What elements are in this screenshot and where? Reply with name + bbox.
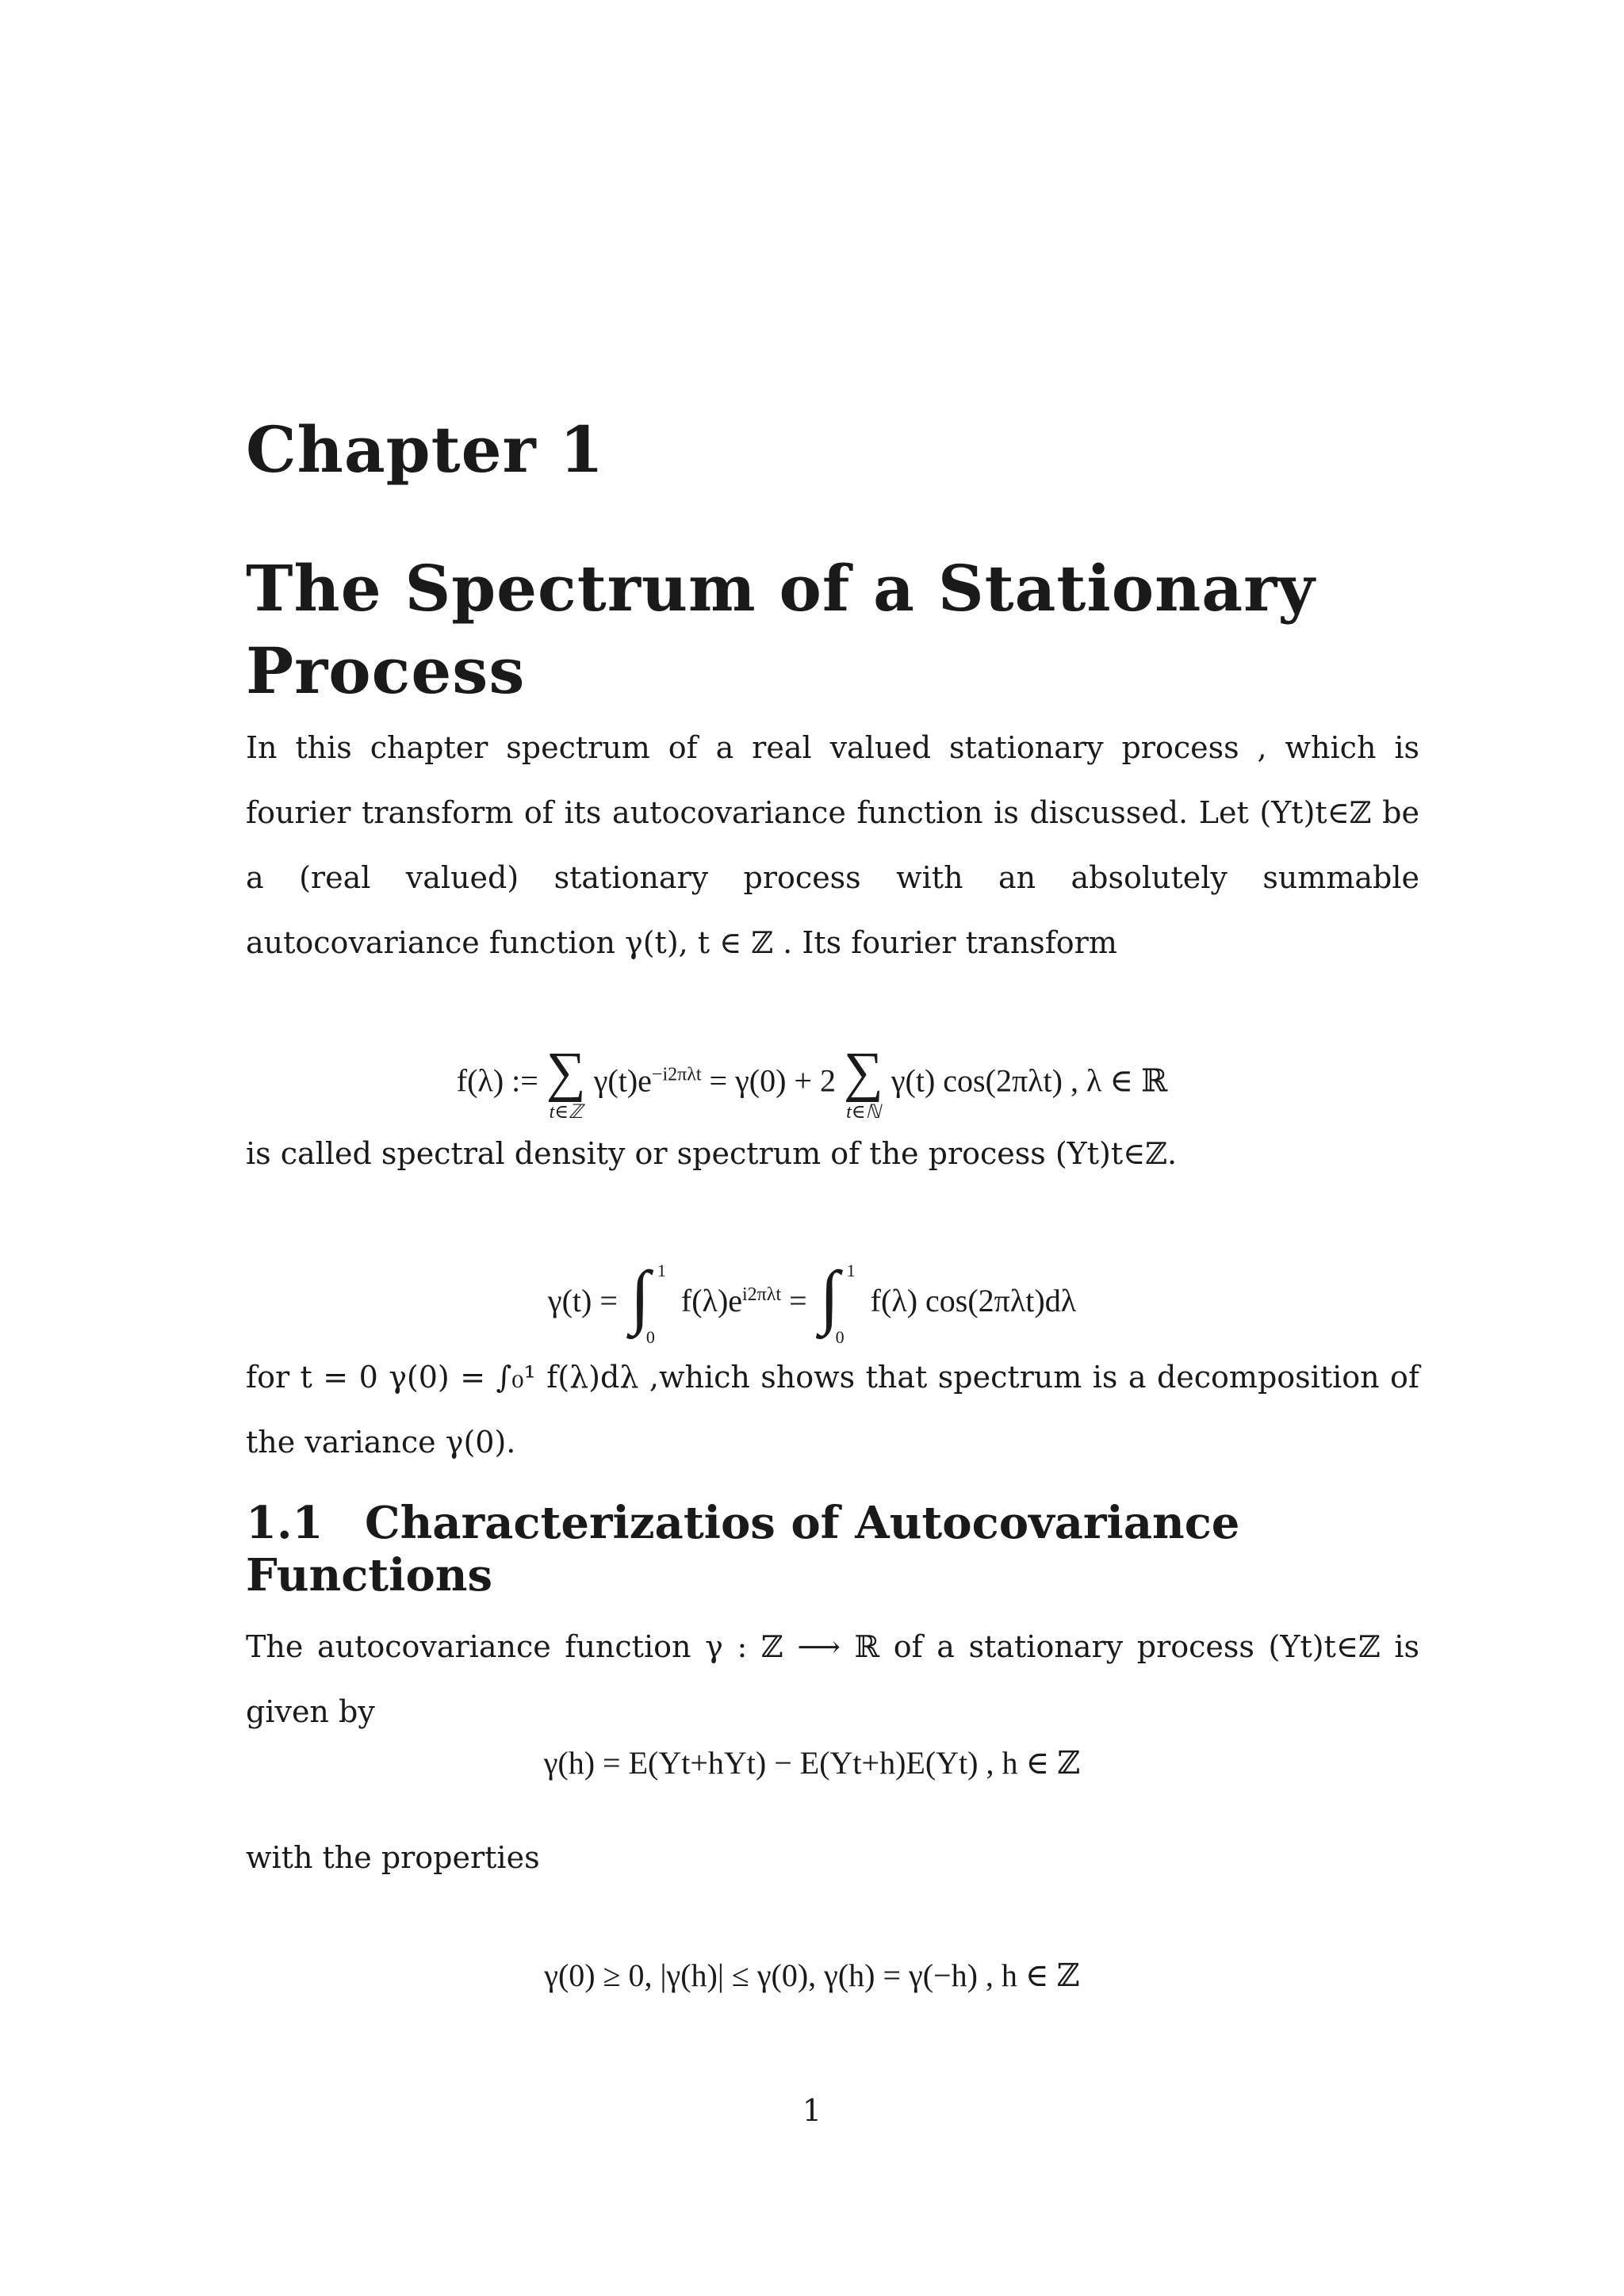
sum-symbol: ∑ t∈ℤ — [546, 1042, 586, 1123]
int-upper: 1 — [846, 1261, 856, 1280]
chapter-title: The Spectrum of a Stationary Process — [246, 551, 1316, 708]
integral-symbol: ∫ 1 0 — [819, 1257, 856, 1347]
sum-symbol: ∑ t∈ℕ — [843, 1042, 883, 1123]
int-lower: 0 — [645, 1327, 655, 1347]
eq1-lhs: f(λ) := — [456, 1062, 546, 1099]
paragraph-variance: for t = 0 γ(0) = ∫₀¹ f(λ)dλ ,which shows that spectrum is a decomposition of the variance γ(0). — [246, 1360, 1419, 1460]
paragraph-spectral-density: is called spectral density or spectrum of the process (Yt)t∈ℤ. — [246, 1136, 1178, 1171]
paragraph-properties: with the properties — [246, 1840, 540, 1875]
section-heading — [246, 1497, 1419, 1601]
eq2-term1: f(λ)e — [680, 1283, 743, 1319]
int-upper: 1 — [657, 1261, 666, 1280]
eq1-sub2: t∈ℕ — [846, 1102, 881, 1123]
paragraph-autocovariance: The autocovariance function γ : ℤ ⟶ ℝ of a stationary process (Yt)t∈ℤ is given by — [246, 1629, 1419, 1729]
eq1-mid: = γ(0) + 2 — [709, 1062, 836, 1099]
section-title: Characterizatios of Autocovariance Functions — [246, 1497, 1240, 1601]
page-number: 1 — [802, 2093, 822, 2128]
eq1-sub1: t∈ℤ — [549, 1102, 583, 1123]
equation-spectral-density — [0, 1042, 1624, 1123]
chapter-label: Chapter 1 — [246, 412, 605, 487]
eq1-term1: γ(t)e — [593, 1062, 652, 1099]
eq2-term2: f(λ) cos(2πλt)dλ — [870, 1283, 1077, 1319]
equation-properties: γ(0) ≥ 0, |γ(h)| ≤ γ(0), γ(h) = γ(−h) , h ∈ ℤ — [544, 1957, 1080, 1993]
eq2-mid: = — [789, 1283, 815, 1319]
section-number: 1.1 — [246, 1497, 324, 1549]
eq2-exp1: i2πλt — [742, 1284, 782, 1305]
equation-inverse-transform — [0, 1257, 1624, 1348]
equation-autocovariance: γ(h) = E(Yt+hYt) − E(Yt+h)E(Yt) , h ∈ ℤ — [543, 1745, 1081, 1781]
eq1-term2: γ(t) cos(2πλt) , λ ∈ ℝ — [891, 1062, 1168, 1099]
eq2-lhs: γ(t) = — [547, 1283, 626, 1319]
int-lower: 0 — [835, 1327, 845, 1347]
eq1-exp1: −i2πλt — [651, 1064, 702, 1085]
intro-paragraph: In this chapter spectrum of a real valued stationary process , which is fourier transform of its autocovariance function is discussed. Let (Yt)t∈ℤ be a (real valued) stationary process with an absolutely summable autocovariance function γ(t), t ∈ ℤ . Its fourier transform — [246, 730, 1419, 960]
integral-symbol: ∫ 1 0 — [630, 1257, 666, 1347]
